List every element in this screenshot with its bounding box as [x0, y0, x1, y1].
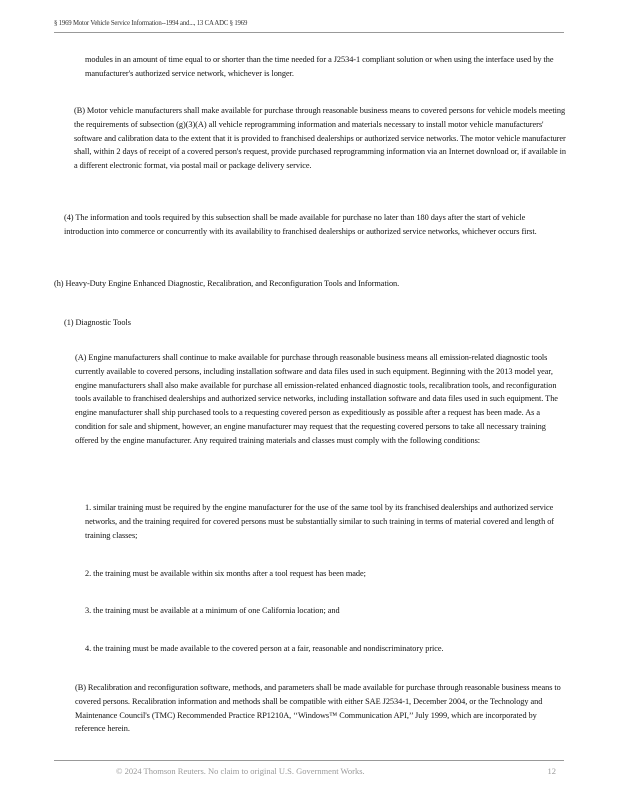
heading-h: (h) Heavy-Duty Engine Enhanced Diagnostic, Recalibration, and Reconfiguration Tools and Information.: [54, 279, 400, 288]
footer-copyright: © 2024 Thomson Reuters. No claim to original U.S. Government Works.: [116, 766, 365, 776]
list-item-4: 4. the training must be made available to the covered person at a fair, reasonable and nondiscriminatory price.: [85, 644, 444, 653]
paragraph-g4: (4) The information and tools required by this subsection shall be made available for purchase no later than 180 days after the start of vehicle introduction into commerce or concurrently with its availability to franchised dealerships or authorized service networks, whichever occurs first.: [64, 213, 537, 236]
paragraph-g3-B: (B) Motor vehicle manufacturers shall make available for purchase through reasonable business means to covered persons for vehicle models meeting the requirements of subsection (g)(3)(A) all vehicle reprogramming information and materials necessary to install motor vehicle manufacturers' software and calibration data to the extent that it is provided to franchised dealerships or authorized service networks. The motor vehicle manufacturer shall, within 2 days of receipt of a covered person's request, provide purchased reprogramming information via an Internet download or, if available in a different electronic format, via postal mail or package delivery service.: [74, 106, 566, 171]
running-header: § 1969 Motor Vehicle Service Information--1994 and..., 13 CA ADC § 1969: [54, 20, 248, 27]
list-item-1: 1. similar training must be required by the engine manufacturer for the use of the same tool by its franchised dealerships and authorized service networks, and the training required for covered persons must be substantially similar to such training in terms of material covered and length of training classes;: [85, 503, 555, 540]
heading-diagnostic-tools: (1) Diagnostic Tools: [64, 318, 131, 327]
page-number: 12: [547, 766, 556, 776]
list-item-2: 2. the training must be available within six months after a tool request has been made;: [85, 569, 366, 578]
header-divider: [54, 32, 564, 33]
footer-divider: [54, 760, 564, 761]
paragraph-modules-continuation: modules in an amount of time equal to or shorter than the time needed for a J2534-1 compliant solution or when using the interface used by the manufacturer's authorized service network, whichever is longer.: [85, 55, 554, 78]
list-item-3: 3. the training must be available at a minimum of one California location; and: [85, 606, 340, 615]
paragraph-h1-A: (A) Engine manufacturers shall continue to make available for purchase through reasonable business means all emission-related diagnostic tools currently available to covered persons, including installation software and data files used in such equipment. Beginning with the 2013 model year, engine manufacturers shall also make available for purchase all emission-related enhanced diagnostic tools, recalibration tools, and reconfiguration tools available to franchised dealerships and authorized service networks, including installation software and data files used in such equipment. The engine manufacturer shall ship purchased tools to a requesting covered person as expeditiously as possible after a request has been made. As a condition for sale and shipment, however, an engine manufacturer may request that the requesting covered persons to take all necessary training offered by the engine manufacturer. Any required training materials and classes must comply with the following conditions:: [75, 353, 558, 445]
paragraph-h1-B: (B) Recalibration and reconfiguration software, methods, and parameters shall be made available for purchase through reasonable business means to covered persons. Recalibration information and methods shall be compatible with either SAE J2534-1, December 2004, or the Technology and Maintenance Council's (TMC) Recommended Practice RP1210A, ‘‘Windows™ Communication API,’’ July 1999, which are incorporated by reference herein.: [75, 683, 561, 734]
